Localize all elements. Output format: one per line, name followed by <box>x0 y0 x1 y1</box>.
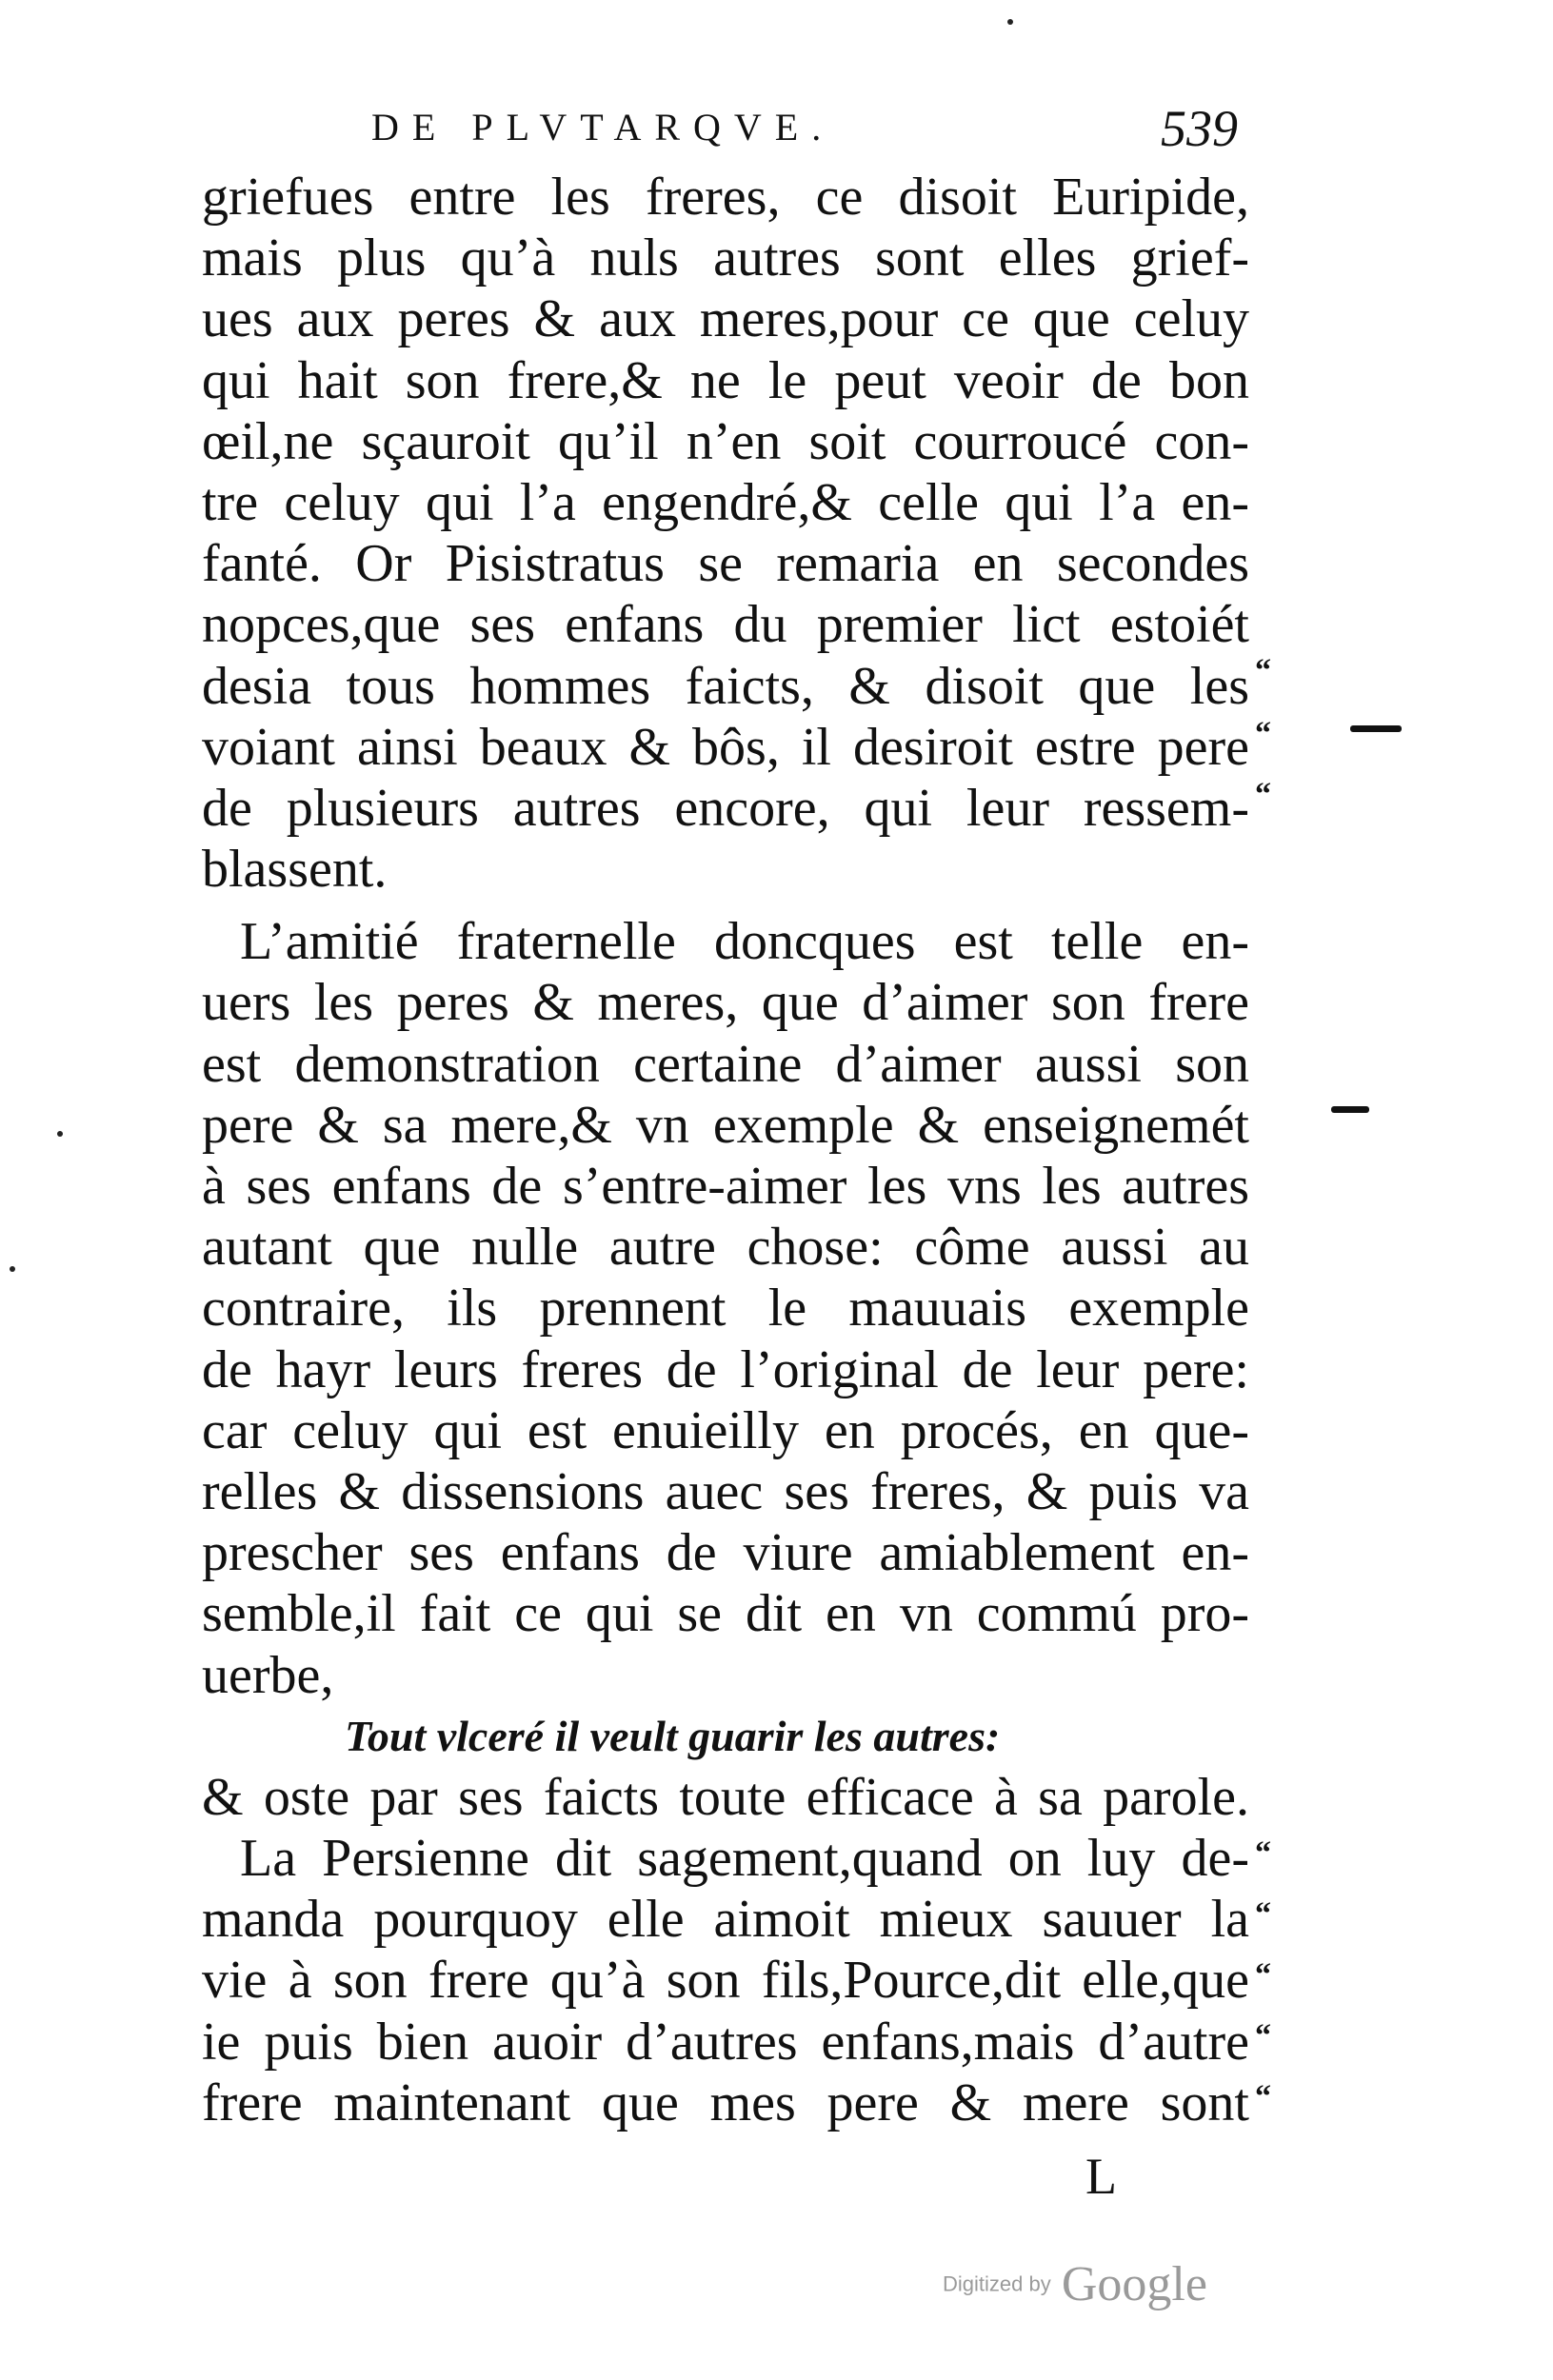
text-line: frere maintenant que mes pere & mere sont <box>202 2073 1249 2132</box>
ink-speck <box>10 1266 15 1272</box>
text-line: prescher ses enfans de viure amiablement en- <box>202 1523 1249 1583</box>
page-header <box>190 100 1257 162</box>
text-line: de plusieurs autres encore, qui leur ressem- <box>202 778 1249 838</box>
watermark-text: Digitized by <box>943 2271 1051 2296</box>
text-line: ues aux peres & aux meres,pour ce que celuy <box>202 289 1249 349</box>
margin-quote-mark: “ <box>1255 716 1271 751</box>
text-line: est demonstration certaine d’aimer aussi son <box>202 1034 1249 1094</box>
margin-quote-mark: “ <box>1255 1957 1271 1993</box>
margin-quote-mark: “ <box>1255 2079 1271 2114</box>
margin-quote-mark: “ <box>1255 653 1271 688</box>
text-line: blassent. <box>202 840 388 900</box>
text-line: ie puis bien auoir d’autres enfans,mais d’autre <box>202 2012 1249 2072</box>
text-line: nopces,que ses enfans du premier lict estoiét <box>202 595 1249 655</box>
page-number: 539 <box>1161 100 1238 157</box>
margin-quote-mark: “ <box>1255 777 1271 812</box>
watermark-brand: Google <box>1061 2257 1207 2311</box>
text-line: autant que nulle autre chose: côme aussi au <box>202 1218 1249 1278</box>
text-line: qui hait son frere,& ne le peut veoir de bon <box>202 350 1249 410</box>
text-line: car celuy qui est enuieilly en procés, en que- <box>202 1400 1249 1460</box>
running-head: DE PLVTARQVE. <box>371 106 835 149</box>
text-line: voiant ainsi beaux & bôs, il desiroit estre pere <box>202 717 1249 777</box>
margin-dash <box>1350 725 1402 732</box>
text-line: uers les peres & meres, que d’aimer son frere <box>202 973 1249 1033</box>
text-line: tre celuy qui l’a engendré,& celle qui l’a en- <box>202 472 1249 532</box>
text-line: desia tous hommes faicts, & disoit que les <box>202 656 1249 716</box>
text-line: mais plus qu’à nuls autres sont elles grief- <box>202 228 1249 288</box>
ink-speck <box>1007 19 1013 25</box>
margin-quote-mark: “ <box>1255 1835 1271 1871</box>
text-line: manda pourquoy elle aimoit mieux sauuer la <box>202 1890 1249 1950</box>
text-line: La Persienne dit sagement,quand on luy de- <box>240 1829 1249 1889</box>
ink-speck <box>57 1131 63 1137</box>
paragraph-gap <box>202 900 1249 911</box>
margin-dash <box>1331 1106 1369 1113</box>
body-text <box>202 167 1249 2133</box>
text-line: fanté. Or Pisistratus se remaria en secondes <box>202 534 1249 594</box>
digitized-watermark <box>943 2256 1207 2312</box>
text-line: relles & dissensions auec ses freres, & puis va <box>202 1461 1249 1521</box>
text-line: à ses enfans de s’entre-aimer les vns les autres <box>202 1157 1249 1216</box>
margin-quote-mark: “ <box>1255 1896 1271 1932</box>
text-line: vie à son frere qu’à son fils,Pource,dit elle,que <box>202 1951 1249 2011</box>
text-line: griefues entre les freres, ce disoit Euripide, <box>202 168 1249 227</box>
text-line: pere & sa mere,& vn exemple & enseignemét <box>202 1095 1249 1155</box>
text-line: & oste par ses faicts toute efficace à sa parole. <box>202 1767 1249 1827</box>
text-line: L’amitié fraternelle doncques est telle en- <box>240 912 1249 972</box>
text-line: de hayr leurs freres de l’original de leur pere: <box>202 1339 1249 1399</box>
margin-quote-mark: “ <box>1255 2018 1271 2053</box>
signature-mark: L <box>1085 2148 1117 2205</box>
text-line: uerbe, <box>202 1645 334 1705</box>
text-line: semble,il fait ce qui se dit en vn commú pro- <box>202 1584 1249 1644</box>
text-line: œil,ne sçauroit qu’il n’en soit courroucé con- <box>202 411 1249 471</box>
text-line: contraire, ils prennent le mauuais exemple <box>202 1279 1249 1339</box>
verse-line: Tout vlceré il veult guarir les autres: <box>345 1711 1001 1760</box>
